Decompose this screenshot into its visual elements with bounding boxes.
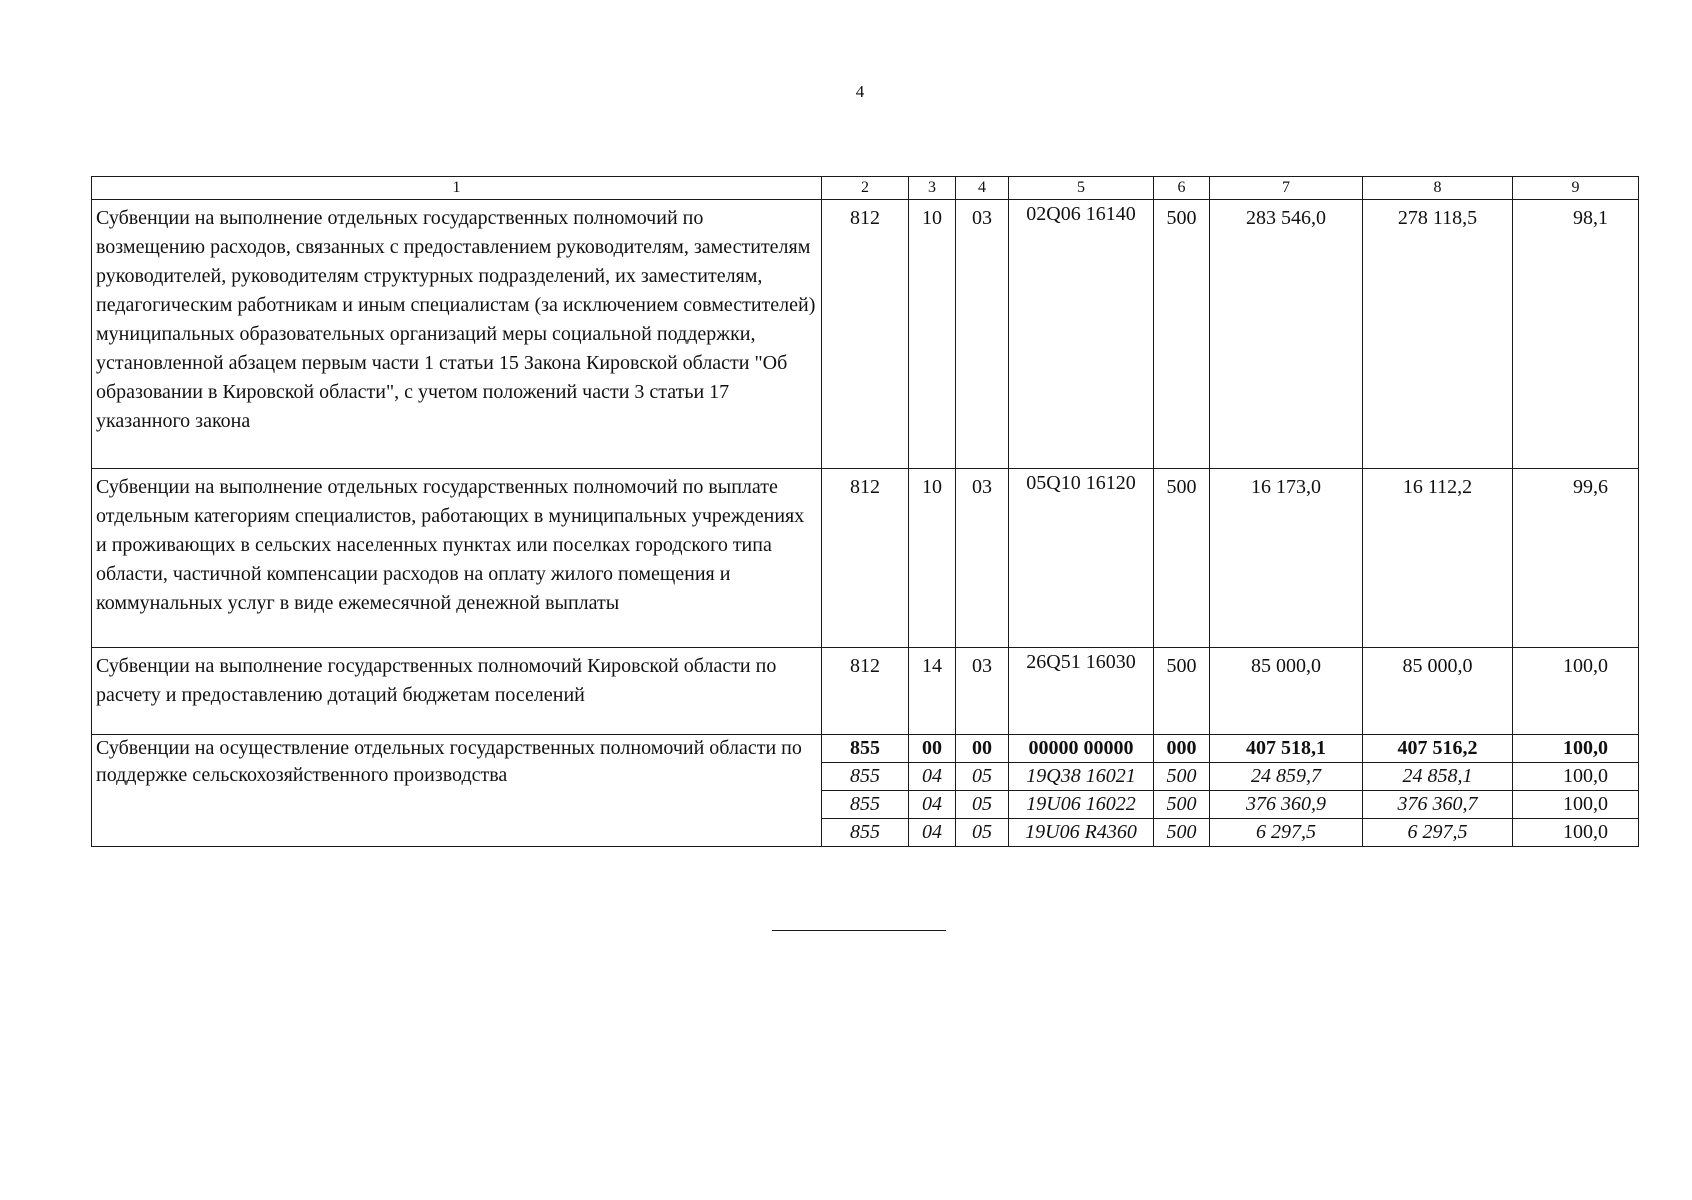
cell-target-article: 05Q10 16120 (1009, 469, 1154, 648)
cell-target-article: 19Q38 16021 (1009, 763, 1154, 791)
cell-planned: 85 000,0 (1210, 648, 1363, 735)
cell-subsection: 05 (956, 791, 1009, 819)
cell-planned: 283 546,0 (1210, 200, 1363, 469)
cell-expense-type: 500 (1154, 648, 1210, 735)
cell-subsection: 00 (956, 735, 1009, 763)
header-cell: 6 (1154, 177, 1210, 200)
cell-planned: 16 173,0 (1210, 469, 1363, 648)
cell-section: 04 (909, 791, 956, 819)
cell-expense-type: 000 (1154, 735, 1210, 763)
cell-planned: 24 859,7 (1210, 763, 1363, 791)
cell-target-article: 19U06 16022 (1009, 791, 1154, 819)
cell-section: 14 (909, 648, 956, 735)
header-cell: 4 (956, 177, 1009, 200)
cell-admin-code: 855 (822, 791, 909, 819)
cell-section: 04 (909, 819, 956, 847)
budget-table (91, 176, 1639, 847)
cell-expense-type: 500 (1154, 200, 1210, 469)
cell-percent: 100,0 (1513, 791, 1639, 819)
cell-expense-type: 500 (1154, 791, 1210, 819)
cell-percent: 98,1 (1513, 200, 1639, 469)
cell-expense-type: 500 (1154, 469, 1210, 648)
cell-percent: 100,0 (1513, 819, 1639, 847)
cell-section: 10 (909, 469, 956, 648)
header-cell: 5 (1009, 177, 1154, 200)
cell-section: 04 (909, 763, 956, 791)
cell-subsection: 05 (956, 819, 1009, 847)
header-cell: 8 (1363, 177, 1513, 200)
row-description: Субвенции на выполнение государственных полномочий Кировской области по расчету и предоставлению дотаций бюджетам поселений (92, 648, 822, 735)
cell-admin-code: 855 (822, 819, 909, 847)
header-cell: 2 (822, 177, 909, 200)
row-description: Субвенции на выполнение отдельных государственных полномочий по возмещению расходов, связанных с предоставлением руководителям, заместителям руководителей, руководителям структурных подразделений, их заместителям, педагогическим работникам и иным специалистам (за исключением совместителей) муниципальных образовательных организаций меры социальной поддержки, установленной абзацем первым части 1 статьи 15 Закона Кировской области "Об образовании в Кировской области", с учетом положений части 3 статьи 17 указанного закона (92, 200, 822, 469)
cell-planned: 376 360,9 (1210, 791, 1363, 819)
cell-admin-code: 812 (822, 469, 909, 648)
cell-executed: 24 858,1 (1363, 763, 1513, 791)
row-description: Субвенции на осуществление отдельных государственных полномочий области по поддержке сельскохозяйственного производства (92, 735, 822, 847)
cell-target-article: 00000 00000 (1009, 735, 1154, 763)
cell-section: 10 (909, 200, 956, 469)
cell-subsection: 03 (956, 200, 1009, 469)
table-row (92, 648, 1639, 735)
cell-percent: 100,0 (1513, 763, 1639, 791)
header-cell: 3 (909, 177, 956, 200)
cell-admin-code: 812 (822, 200, 909, 469)
cell-executed: 278 118,5 (1363, 200, 1513, 469)
header-cell: 1 (92, 177, 822, 200)
table-row-group-total (92, 735, 1639, 763)
cell-admin-code: 855 (822, 735, 909, 763)
cell-admin-code: 812 (822, 648, 909, 735)
page-number: 4 (855, 82, 865, 101)
table-row (92, 469, 1639, 648)
cell-subsection: 03 (956, 469, 1009, 648)
cell-percent: 99,6 (1513, 469, 1639, 648)
cell-executed: 6 297,5 (1363, 819, 1513, 847)
cell-subsection: 05 (956, 763, 1009, 791)
cell-executed: 16 112,2 (1363, 469, 1513, 648)
cell-section: 00 (909, 735, 956, 763)
cell-percent: 100,0 (1513, 735, 1639, 763)
cell-executed: 85 000,0 (1363, 648, 1513, 735)
cell-executed: 407 516,2 (1363, 735, 1513, 763)
cell-expense-type: 500 (1154, 819, 1210, 847)
cell-subsection: 03 (956, 648, 1009, 735)
cell-target-article: 19U06 R4360 (1009, 819, 1154, 847)
cell-planned: 6 297,5 (1210, 819, 1363, 847)
cell-expense-type: 500 (1154, 763, 1210, 791)
closing-divider-line (772, 930, 946, 931)
table-row (92, 200, 1639, 469)
cell-planned: 407 518,1 (1210, 735, 1363, 763)
cell-executed: 376 360,7 (1363, 791, 1513, 819)
header-cell: 7 (1210, 177, 1363, 200)
table-header-row (92, 177, 1639, 200)
cell-percent: 100,0 (1513, 648, 1639, 735)
cell-admin-code: 855 (822, 763, 909, 791)
header-cell: 9 (1513, 177, 1639, 200)
cell-target-article: 26Q51 16030 (1009, 648, 1154, 735)
cell-target-article: 02Q06 16140 (1009, 200, 1154, 469)
row-description: Субвенции на выполнение отдельных государственных полномочий по выплате отдельным категориям специалистов, работающих в муниципальных учреждениях и проживающих в сельских населенных пунктах или поселках городского типа области, частичной компенсации расходов на оплату жилого помещения и коммунальных услуг в виде ежемесячной денежной выплаты (92, 469, 822, 648)
